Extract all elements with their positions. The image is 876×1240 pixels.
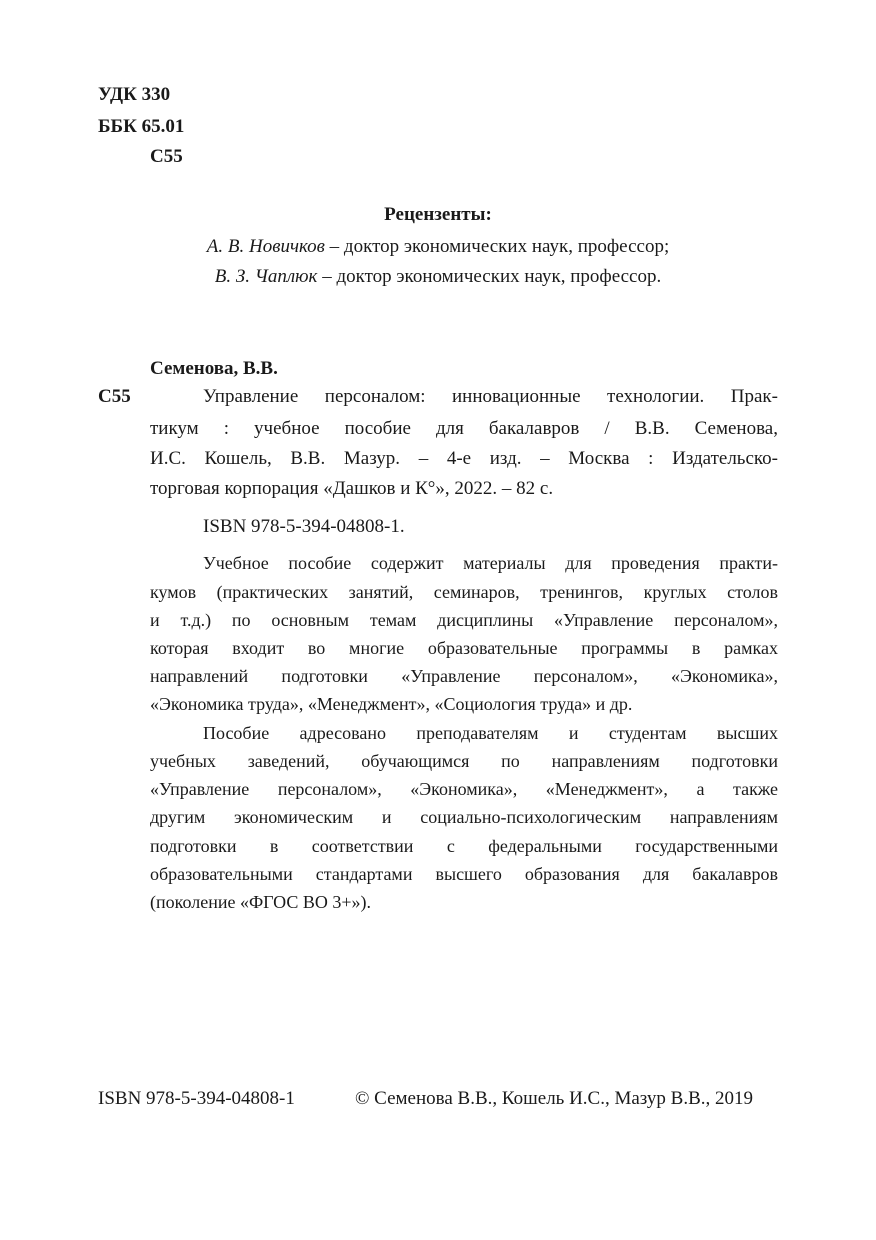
entry-line-1: Управление персоналом: инновационные технологии. Прак- — [203, 386, 778, 407]
reviewer-1-desc: – доктор экономических наук, профессор; — [324, 236, 670, 257]
reviewers-heading: Рецензенты: — [384, 204, 492, 225]
footer-isbn: ISBN 978-5-394-04808-1 — [98, 1088, 295, 1109]
annotation-line: и т.д.) по основным темам дисциплины «Управление персоналом», — [150, 610, 778, 630]
reviewer-2-name: В. З. Чаплюк — [214, 266, 318, 287]
entry-isbn: ISBN 978-5-394-04808-1. — [203, 516, 405, 537]
annotation-line: учебных заведений, обучающимся по направлениям подготовки — [150, 751, 778, 771]
annotation-line: Учебное пособие содержит материалы для проведения практи- — [203, 553, 778, 573]
entry-line-3: И.С. Кошель, В.В. Мазур. – 4-е изд. – Москва : Издательско- — [150, 448, 778, 469]
udk-code: УДК 330 — [98, 84, 171, 105]
annotation-line: образовательными стандартами высшего образования для бакалавров — [150, 864, 778, 884]
entry-author: Семенова, В.В. — [150, 358, 278, 379]
annotation-line: кумов (практических занятий, семинаров, тренингов, круглых столов — [150, 582, 778, 602]
footer-copyright: © Семенова В.В., Кошель И.С., Мазур В.В., 2019 — [355, 1088, 754, 1109]
reviewer-1 — [0, 236, 876, 258]
author-mark: С55 — [150, 146, 183, 167]
annotation-line: другим экономическим и социально-психологическим направлениям — [150, 807, 778, 827]
annotation-line: «Экономика труда», «Менеджмент», «Социология труда» и др. — [150, 694, 633, 714]
annotation-line: направлений подготовки «Управление персоналом», «Экономика», — [150, 666, 778, 686]
annotation-line: Пособие адресовано преподавателям и студентам высших — [203, 723, 778, 743]
annotation-line: (поколение «ФГОС ВО 3+»). — [150, 892, 372, 912]
reviewer-1-name: А. В. Новичков — [206, 236, 325, 257]
annotation-line: которая входит во многие образовательные программы в рамках — [150, 638, 778, 658]
entry-line-2: тикум : учебное пособие для бакалавров / В.В. Семенова, — [150, 418, 778, 439]
bbk-code: ББК 65.01 — [98, 116, 185, 137]
annotation-line: подготовки в соответствии с федеральными государственными — [150, 836, 778, 856]
reviewer-2-desc: – доктор экономических наук, профессор. — [317, 266, 662, 287]
entry-mark: С55 — [98, 386, 131, 407]
annotation-line: «Управление персоналом», «Экономика», «Менеджмент», а также — [150, 779, 778, 799]
entry-line-4: торговая корпорация «Дашков и К°», 2022. – 82 с. — [150, 478, 554, 499]
reviewer-2 — [0, 266, 876, 288]
